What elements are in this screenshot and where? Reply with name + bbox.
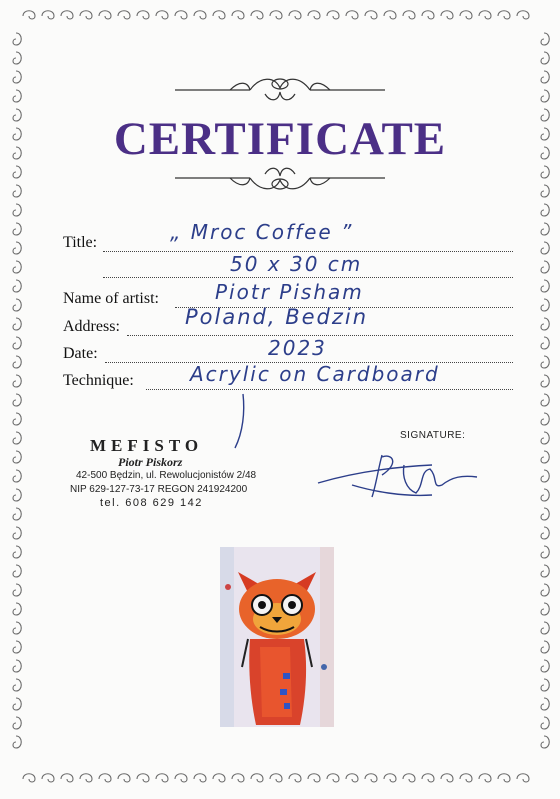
field-label-title: Title:: [63, 234, 98, 251]
stamp-pen-stroke: [225, 392, 255, 452]
field-label-date: Date:: [63, 345, 98, 362]
stamp-ids: NIP 629-127-73-17 REGON 241924200: [70, 484, 248, 495]
field-value-technique: Acrylic on Cardboard: [190, 362, 440, 386]
stamp-company: MEFISTO: [90, 436, 204, 455]
painting-image: [220, 547, 334, 727]
signature-label: SIGNATURE:: [400, 430, 466, 441]
certificate-heading: CERTIFICATE: [113, 113, 447, 165]
field-label-technique: Technique:: [63, 372, 134, 389]
stamp-address: 42-500 Będzin, ul. Rewolucjonistów 2/48: [76, 470, 257, 481]
stamp-phone: tel. 608 629 142: [100, 497, 203, 509]
ornament-flourish-icon: [170, 66, 390, 106]
field-value-artist: Piotr Pisham: [215, 280, 364, 304]
field-label-address: Address:: [63, 318, 120, 335]
field-label-artist: Name of artist:: [63, 290, 159, 307]
field-value-date: 2023: [268, 336, 327, 360]
stamp-owner: Piotr Piskorz: [118, 455, 183, 469]
field-value-size: 50 x 30 cm: [230, 252, 363, 276]
field-value-address: Poland, Bedzin: [185, 305, 369, 329]
field-value-title: „ Mroc Coffee ”: [170, 220, 354, 244]
ornament-flourish-icon: [170, 162, 390, 202]
signature-scribble: [312, 445, 502, 505]
